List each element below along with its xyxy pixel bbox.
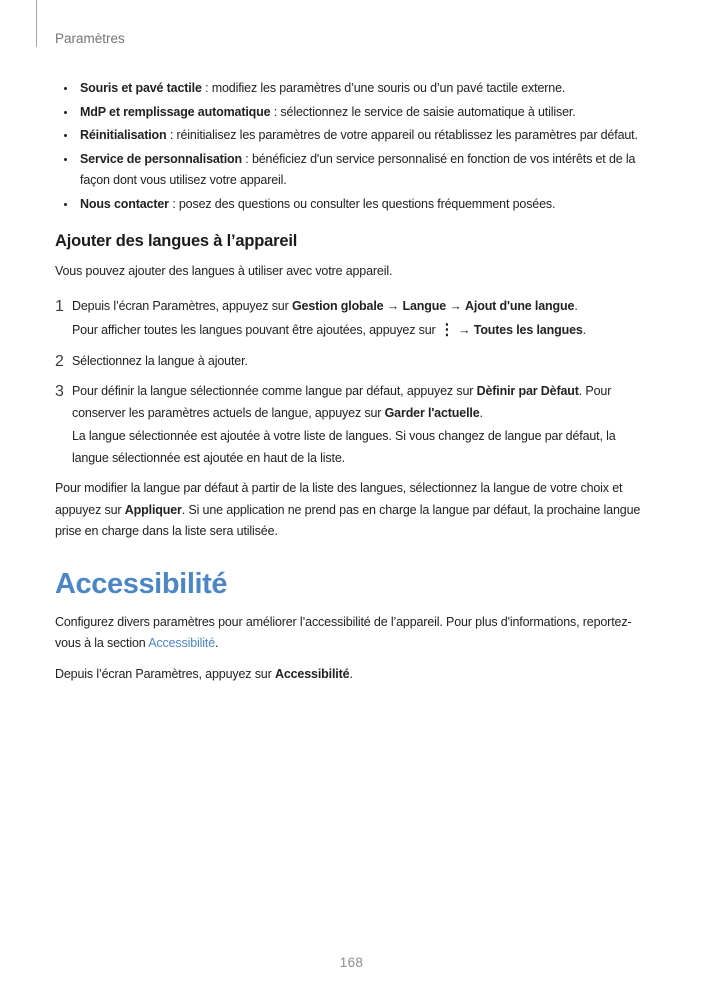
text-segment: Souris et pavé tactile	[80, 81, 202, 95]
step-text	[72, 296, 651, 318]
list-item	[55, 125, 651, 147]
step-number: 1	[55, 297, 64, 315]
text-segment: . Si une application ne prend pas en charge la langue par défaut, la prochaine langue prise en charge dans la liste sera utilisée.	[55, 502, 641, 538]
text-segment: La langue sélectionnée est ajoutée à votre liste de langues. Si vous changez de langue par défaut, la langue sélectionnée est ajoutée en haut de la liste.	[72, 429, 616, 465]
text-segment: Depuis l’écran Paramètres, appuyez sur	[55, 666, 275, 681]
text-segment: →	[446, 298, 466, 313]
text-segment: .	[215, 636, 219, 650]
list-item	[55, 149, 651, 192]
step-3	[55, 381, 651, 469]
text-segment: .	[574, 298, 578, 313]
page-footer	[0, 955, 703, 970]
text-segment: : réinitialisez les paramètres de votre appareil ou rétablissez les paramètres par défaut.	[166, 128, 638, 142]
page-header	[36, 0, 125, 47]
text-segment: . Pour conserver les paramètres actuels de langue, appuyez sur	[72, 384, 612, 420]
text-segment: →	[454, 323, 474, 337]
step-text	[72, 319, 651, 342]
text-segment: .	[349, 666, 353, 681]
list-item	[55, 194, 651, 216]
text-segment: Gestion globale	[291, 298, 384, 313]
text-segment: Sélectionnez la langue à ajouter.	[72, 353, 248, 368]
text-segment: Dèfinir par Dèfaut	[476, 384, 579, 398]
step-text	[72, 426, 651, 469]
step-text	[72, 381, 651, 424]
step-number: 3	[55, 383, 64, 400]
text-segment: Langue	[402, 298, 447, 313]
more-vertical-icon: ⋮	[439, 320, 454, 338]
accessibility-paragraph	[55, 612, 651, 655]
page-content	[55, 78, 651, 685]
step-number: 2	[55, 352, 64, 370]
text-segment: : bénéficiez d'un service personnalisé en fonction de vos intérêts et de la façon dont vous utilisez votre appareil.	[80, 151, 636, 187]
page-number: 168	[339, 955, 364, 970]
step-body	[72, 351, 651, 373]
text-segment: : modifiez les paramètres d’une souris ou d’un pavé tactile externe.	[201, 81, 566, 95]
text-segment: Appliquer	[124, 502, 182, 517]
text-segment: Réinitialisation	[80, 128, 167, 142]
text-segment: Depuis l’écran Paramètres, appuyez sur	[72, 298, 292, 313]
text-segment: .	[582, 323, 586, 337]
accessibility-section-link[interactable]: Accessibilité	[148, 636, 216, 650]
text-segment: MdP et remplissage automatique	[80, 104, 271, 119]
text-segment: Garder l'actuelle	[384, 405, 480, 420]
section-intro: Vous pouvez ajouter des langues à utiliser avec votre appareil.	[55, 264, 393, 278]
chapter-title-accessibility: Accessibilité	[55, 567, 228, 600]
text-segment: Nous contacter	[80, 196, 169, 211]
list-item	[55, 78, 651, 100]
step-body	[72, 296, 651, 342]
text-segment: : sélectionnez le service de saisie automatique à utiliser.	[270, 104, 576, 119]
text-segment: Service de personnalisation	[80, 151, 242, 166]
accessibility-paragraph	[55, 664, 651, 686]
text-segment: Pour définir la langue sélectionnée comme langue par défaut, appuyez sur	[72, 384, 477, 398]
text-segment: Configurez divers paramètres pour améliorer l’accessibilité de l’appareil. Pour plus d'informations, reportez-vous à la section	[55, 614, 632, 650]
outro-paragraph	[55, 478, 651, 543]
step-2	[55, 351, 651, 373]
list-item	[55, 102, 651, 124]
step-body	[72, 381, 651, 469]
settings-bullet-list	[55, 78, 651, 215]
text-segment: .	[479, 405, 483, 420]
text-segment: →	[383, 298, 403, 313]
step-text	[72, 351, 651, 373]
numbered-steps	[55, 296, 651, 470]
running-header-title: Paramètres	[55, 31, 125, 46]
section-title-add-languages: Ajouter des langues à l’appareil	[55, 232, 298, 250]
text-segment: Accessibilité	[274, 666, 350, 681]
step-1	[55, 296, 651, 342]
text-segment: Pour afficher toutes les langues pouvant être ajoutées, appuyez sur	[72, 323, 439, 337]
text-segment: Toutes les langues	[473, 323, 583, 337]
text-segment: : posez des questions ou consulter les questions fréquemment posées.	[168, 196, 556, 211]
text-segment: Ajout d'une langue	[465, 298, 575, 313]
text-segment: Pour modifier la langue par défaut à partir de la liste des langues, sélectionnez la langue de votre choix et appuyez sur	[55, 481, 623, 517]
